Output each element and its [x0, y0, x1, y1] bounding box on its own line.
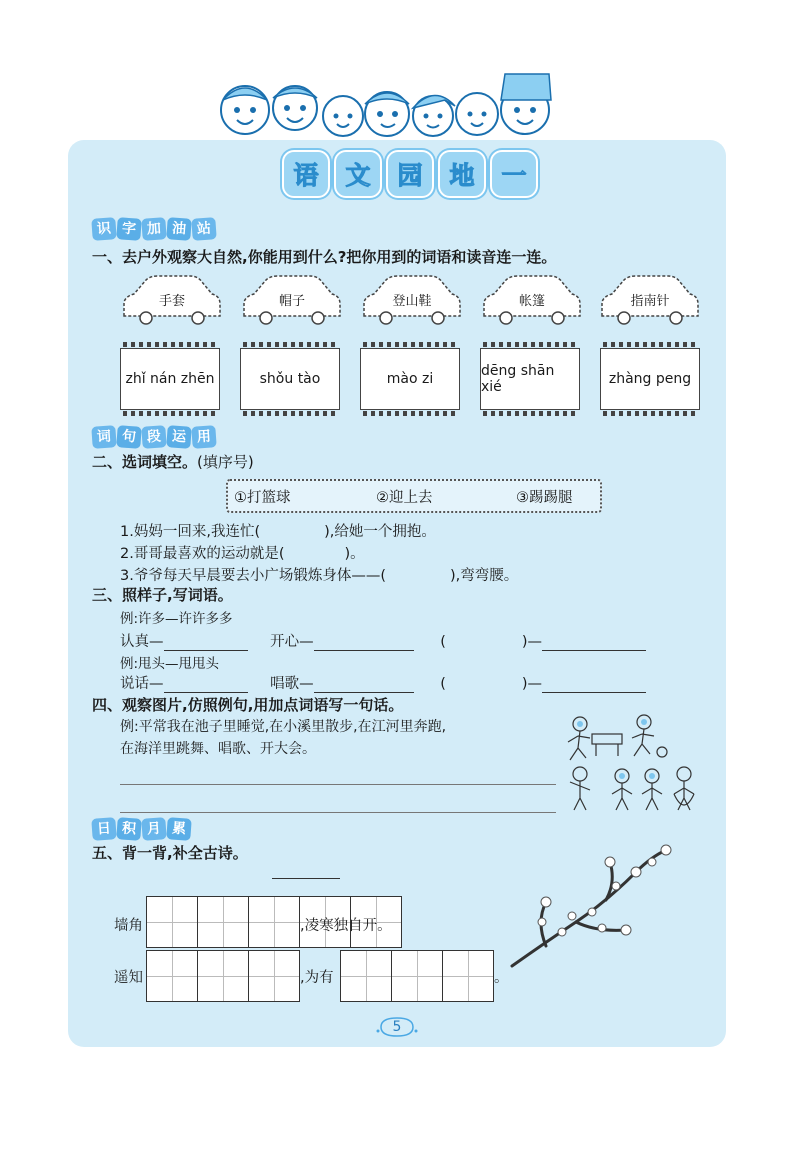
pinyin-card[interactable]: dēng shān xié — [480, 348, 580, 410]
poem-text: 。 — [494, 970, 509, 986]
page-number — [375, 1016, 419, 1038]
q1-prompt: 一、去户外观察大自然,你能用到什么?把你用到的词语和读音连一连。 — [92, 248, 557, 266]
badge-char: 油 — [166, 217, 191, 241]
word-label: 帽子 — [278, 294, 305, 309]
section-badge-accumulate — [92, 818, 191, 840]
options-box — [226, 479, 602, 513]
grid-cell[interactable] — [392, 951, 443, 1001]
q2-item-text: ),弯弯腰。 — [450, 568, 519, 584]
badge-char: 句 — [116, 425, 141, 449]
q4-prompt: 四、观察图片,仿照例句,用加点词语写一句话。 — [92, 696, 404, 714]
kids-playing-illustration — [562, 712, 702, 816]
q2-item-text: 3.爷爷每天早晨要去小广场锻炼身体——( — [120, 568, 386, 584]
badge-char: 字 — [116, 217, 141, 241]
poem-text: ,凌寒独自开。 — [300, 918, 392, 934]
car-word-card[interactable] — [480, 272, 584, 330]
car-word-card[interactable] — [598, 272, 702, 330]
q3-word: )— — [521, 676, 543, 692]
q4-example-line: 例:平常我在池子里睡觉,在小溪里散步,在江河里奔跑, — [120, 719, 447, 735]
q3-word: 认真— — [120, 634, 164, 650]
q2-prompt — [92, 451, 254, 472]
q2-item — [120, 542, 365, 563]
q3-prompt: 三、照样子,写词语。 — [92, 586, 233, 604]
answer-blank[interactable] — [542, 650, 646, 651]
car-word-card[interactable] — [120, 272, 224, 330]
q3-row — [120, 630, 646, 651]
pinyin-card[interactable]: shǒu tào — [240, 348, 340, 410]
q4-example-line: 在海洋里跳舞、唱歌、开大会。 — [120, 741, 316, 757]
q2-item-text: 1.妈妈一回来,我连忙( — [120, 524, 261, 540]
poem-answer-grid[interactable] — [340, 950, 494, 1002]
poem-text: ,为有 — [300, 970, 334, 986]
answer-blank[interactable] — [542, 692, 646, 693]
badge-char: 日 — [91, 817, 116, 841]
q3-word: )— — [521, 634, 543, 650]
q3-word: 开心— — [270, 634, 314, 650]
badge-char: 运 — [166, 425, 191, 449]
option: ③踢踢腿 — [516, 490, 573, 506]
grid-cell[interactable] — [443, 951, 493, 1001]
section-badge-usage — [92, 426, 216, 448]
grid-cell[interactable] — [249, 951, 299, 1001]
writing-line[interactable] — [120, 784, 556, 785]
word-label: 帐篷 — [518, 294, 545, 309]
badge-char: 月 — [141, 817, 166, 841]
car-word-card[interactable] — [240, 272, 344, 330]
title-char: 语 — [282, 150, 330, 198]
section-badge-literacy — [92, 218, 216, 240]
badge-char: 加 — [141, 217, 166, 241]
car-word-card[interactable] — [360, 272, 464, 330]
word-label: 手套 — [158, 294, 185, 309]
word-label: 登山鞋 — [392, 294, 432, 309]
title-char: 园 — [386, 150, 434, 198]
poem-word: 墙角 — [114, 918, 143, 934]
poem-title-line[interactable] — [272, 878, 340, 879]
pinyin-card[interactable]: zhàng peng — [600, 348, 700, 410]
q3-word: ( — [440, 634, 446, 650]
answer-blank[interactable] — [314, 650, 414, 651]
page-title — [282, 150, 538, 198]
poem-word: 遥知 — [114, 970, 143, 986]
grid-cell[interactable] — [249, 897, 300, 947]
pinyin-card[interactable]: mào zi — [360, 348, 460, 410]
word-label: 指南针 — [630, 294, 670, 309]
q3-example: 例:许多—许许多多 — [120, 611, 233, 627]
grid-cell[interactable] — [147, 897, 198, 947]
badge-char: 词 — [91, 425, 116, 449]
q2-item-text: 2.哥哥最喜欢的运动就是( — [120, 546, 285, 562]
grid-cell[interactable] — [198, 951, 249, 1001]
q2-item-text: ),给她一个拥抱。 — [324, 524, 436, 540]
badge-char: 识 — [91, 217, 116, 241]
grid-cell[interactable] — [341, 951, 392, 1001]
q3-word: 唱歌— — [270, 676, 314, 692]
badge-char: 累 — [166, 817, 191, 841]
title-char: 地 — [438, 150, 486, 198]
option: ②迎上去 — [376, 490, 433, 506]
answer-blank[interactable] — [164, 650, 248, 651]
title-char: 文 — [334, 150, 382, 198]
grid-cell[interactable] — [147, 951, 198, 1001]
pinyin-card[interactable]: zhǐ nán zhēn — [120, 348, 220, 410]
q3-example: 例:甩头—甩甩头 — [120, 656, 220, 672]
q2-item — [120, 520, 436, 541]
badge-char: 用 — [191, 425, 216, 449]
writing-line[interactable] — [120, 812, 556, 813]
option: ①打篮球 — [234, 490, 291, 506]
q2-item-text: )。 — [344, 546, 365, 562]
q5-prompt: 五、背一背,补全古诗。 — [92, 844, 248, 862]
q2-hint: (填序号) — [197, 453, 254, 471]
answer-blank[interactable] — [164, 692, 248, 693]
grid-cell[interactable] — [198, 897, 249, 947]
q2-title: 二、选词填空。 — [92, 453, 198, 471]
poem-answer-grid[interactable] — [146, 950, 300, 1002]
q3-word: ( — [440, 676, 446, 692]
title-char: 一 — [490, 150, 538, 198]
page-number-text: 5 — [392, 1019, 402, 1035]
badge-char: 积 — [116, 817, 141, 841]
q3-word: 说话— — [120, 676, 164, 692]
q2-item — [120, 564, 518, 585]
badge-char: 段 — [141, 425, 166, 449]
badge-char: 站 — [191, 217, 216, 241]
q3-row — [120, 672, 646, 693]
answer-blank[interactable] — [314, 692, 414, 693]
plum-blossom-illustration — [506, 842, 682, 972]
